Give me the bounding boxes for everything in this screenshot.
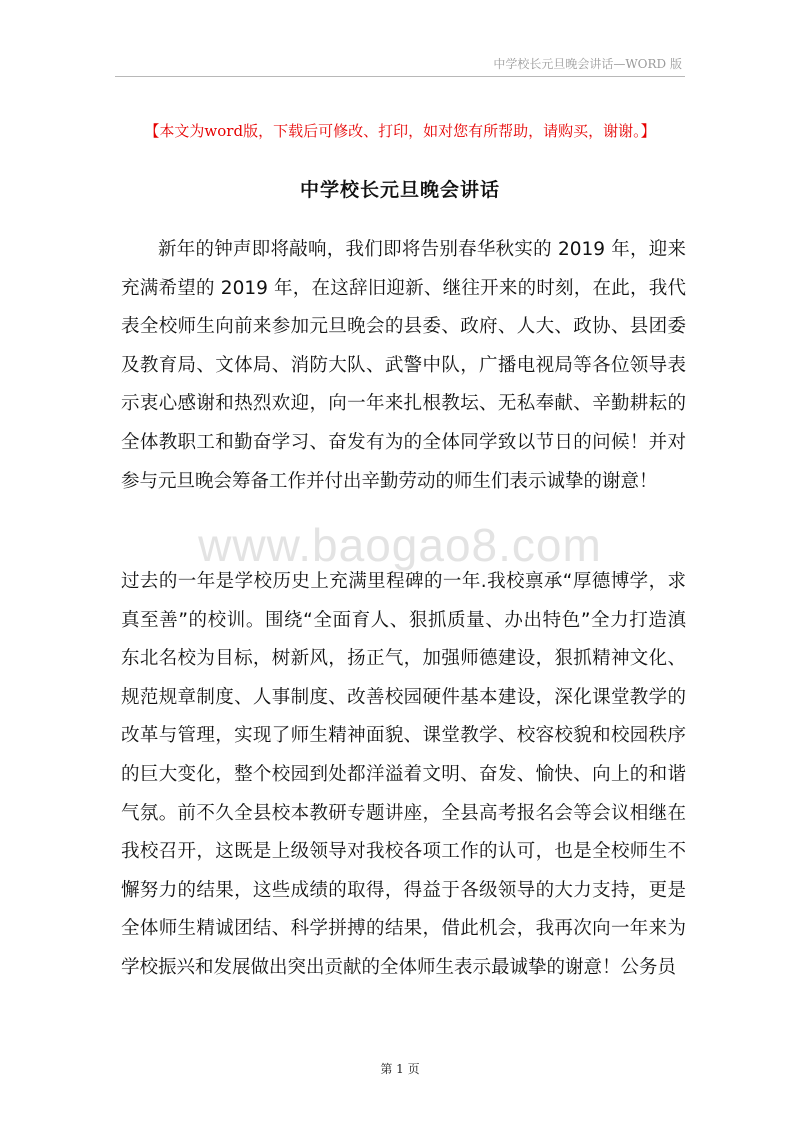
word-version-notice: 【本文为word版，下载后可修改、打印，如对您有所帮助，请购买，谢谢。】 [144, 122, 656, 140]
header-divider [115, 76, 685, 77]
watermark-text: www.baogao8.com [198, 519, 602, 571]
document-title: 中学校长元旦晚会讲话 [299, 179, 500, 201]
body-paragraph-1: 新年的钟声即将敲响，我们即将告别春华秋实的 2019 年，迎来充满希望的 2019 年，在这辞旧迎新、继往开来的时刻，在此，我代表全校师生向前来参加元旦晚会的县委、政府、人大、政协、县团委及教育局、文体局、消防大队、武警中队，广播电视局等各位领导表示衷心感谢和热烈欢迎，向一年来扎根教坛、无私奉献、辛勤耕耘的全体教职工和勤奋学习、奋发有为的全体同学致以节日的问候！并对参与元旦晚会筹备工作并付出辛勤劳动的师生们表示诚挚的谢意！ [121, 239, 686, 492]
running-header: 中学校长元旦晚会讲话—WORD 版 [493, 57, 682, 71]
body-paragraph-2: 过去的一年是学校历史上充满里程碑的一年.我校禀承“厚德博学，求真至善”的校训。围绕“全面育人、狠抓质量、办出特色”全力打造滇东北名校为目标，树新风，扬正气，加强师德建设，狠抓精神文化、规范规章制度、人事制度、改善校园硬件基本建设，深化课堂教学的改革与管理，实现了师生精神面貌、课堂教学、校容校貌和校园秩序的巨大变化，整个校园到处都洋溢着文明、奋发、愉快、向上的和谐气氛。前不久全县校本教研专题讲座，全县高考报名会等会议相继在我校召开，这既是上级领导对我校各项工作的认可，也是全校师生不懈努力的结果，这些成绩的取得，得益于各级领导的大力支持，更是全体师生精诚团结、科学拼搏的结果，借此机会，我再次向一年来为学校振兴和发展做出突出贡献的全体师生表示最诚挚的谢意！公务员 [121, 571, 686, 978]
page-number: 第 1 页 [380, 1062, 420, 1076]
